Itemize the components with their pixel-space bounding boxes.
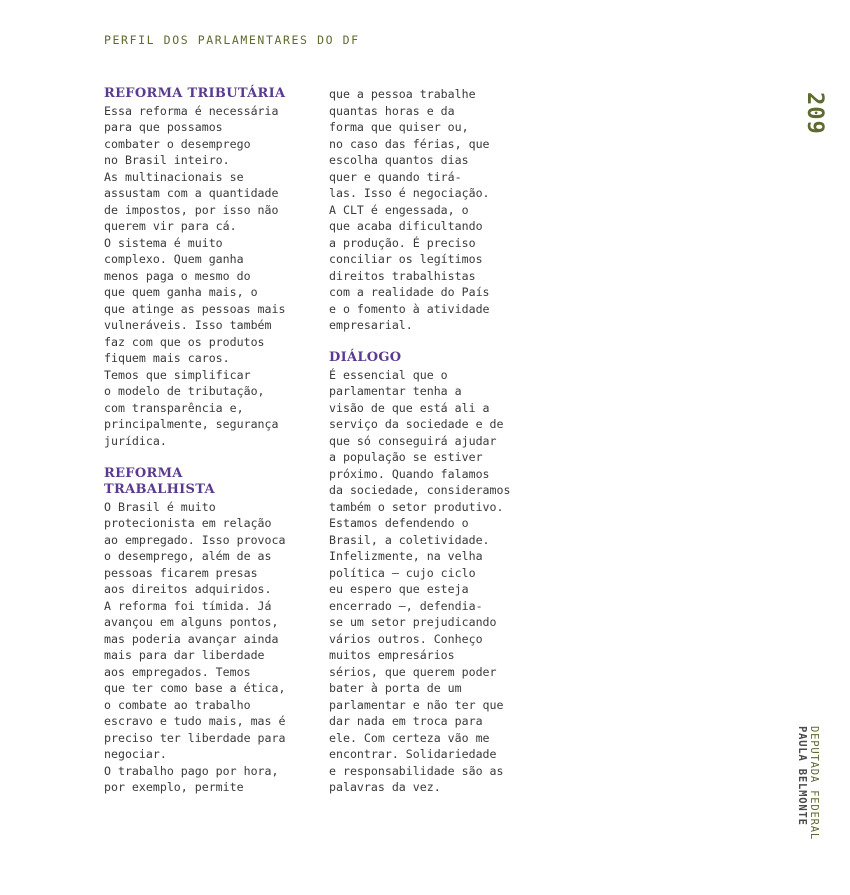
text-line: complexo. Quem ganha	[104, 252, 244, 266]
text-line: ele. Com certeza vão me	[329, 730, 490, 745]
text-line: combater o desemprego	[104, 136, 251, 151]
text-line: Brasil, a coletividade.	[329, 532, 490, 547]
text-line: que a pessoa trabalhe	[329, 87, 476, 101]
text-line: assustam com a quantidade	[104, 186, 279, 200]
text-line: de impostos, por isso não	[104, 202, 279, 217]
text-line: eu espero que esteja	[329, 582, 469, 596]
text-column-left	[104, 86, 316, 796]
text-line: jurídica.	[104, 433, 167, 448]
side-label	[796, 726, 820, 840]
text-line: pessoas ficarem presas	[104, 565, 258, 580]
text-line: o desemprego, além de as	[104, 549, 272, 563]
text-line: que quem ganha mais, o	[104, 285, 258, 299]
text-column-right	[329, 86, 541, 796]
text-line: Estamos defendendo o	[329, 516, 469, 530]
text-line: quer e quando tirá-	[329, 169, 462, 184]
text-line: A reforma foi tímida. Já	[104, 598, 272, 613]
text-line: A CLT é engessada, o	[329, 202, 469, 217]
section-heading-reforma-tributaria: REFORMA TRIBUTÁRIA	[104, 86, 286, 101]
text-line: quantas horas e da	[329, 103, 455, 118]
text-line: mas poderia avançar ainda	[104, 631, 279, 646]
side-label-role: DEPUTADA FEDERAL	[808, 726, 820, 840]
text-line: o combate ao trabalho	[104, 697, 251, 712]
text-line: mais para dar liberdade	[104, 648, 265, 662]
text-line: vulneráveis. Isso também	[104, 318, 272, 332]
text-line: também o setor produtivo.	[329, 499, 504, 514]
text-line: conciliar os legítimos	[329, 252, 483, 266]
text-line: parlamentar e não ter que	[329, 697, 504, 712]
text-line: O Brasil é muito	[104, 499, 216, 514]
text-line: que só conseguirá ajudar	[329, 433, 497, 448]
text-line: protecionista em relação	[104, 516, 272, 530]
running-header: PERFIL DOS PARLAMENTARES DO DF	[104, 33, 360, 47]
section-body-reforma-trabalhista	[104, 499, 316, 796]
text-line: las. Isso é negociação.	[329, 186, 490, 200]
text-line: dar nada em troca para	[329, 714, 483, 728]
text-line: querem vir para cá.	[104, 219, 237, 233]
text-line: muitos empresários	[329, 648, 455, 662]
text-line: Temos que simplificar	[104, 367, 251, 382]
text-line: aos direitos adquiridos.	[104, 582, 272, 596]
text-line: bater à porta de um	[329, 681, 462, 695]
text-line: O sistema é muito	[104, 235, 223, 250]
text-line: a produção. É preciso	[329, 235, 476, 250]
text-line: política — cujo ciclo	[329, 565, 476, 580]
text-line: principalmente, segurança	[104, 417, 279, 431]
text-line: escravo e tudo mais, mas é	[104, 714, 286, 728]
text-line: ao empregado. Isso provoca	[104, 532, 286, 547]
text-line: vários outros. Conheço	[329, 631, 483, 646]
text-line: e o fomento à atividade	[329, 301, 490, 316]
text-line: faz com que os produtos	[104, 334, 265, 349]
text-line: que ter como base a ética,	[104, 681, 286, 695]
text-line: próximo. Quando falamos	[329, 466, 490, 481]
text-line: encerrado —, defendia-	[329, 598, 483, 613]
text-line: empresarial.	[329, 318, 413, 332]
text-line: no caso das férias, que	[329, 136, 490, 151]
text-line: para que possamos	[104, 120, 223, 134]
section-heading-reforma-trabalhista-line2: TRABALHISTA	[104, 482, 215, 497]
text-line: direitos trabalhistas	[329, 268, 476, 283]
text-line: no Brasil inteiro.	[104, 153, 230, 167]
text-line: Infelizmente, na velha	[329, 549, 483, 563]
text-line: com a realidade do País	[329, 285, 490, 299]
text-line: com transparência e,	[104, 400, 244, 415]
text-line: É essencial que o	[329, 367, 448, 382]
text-line: fiquem mais caros.	[104, 351, 230, 365]
text-line: forma que quiser ou,	[329, 120, 469, 134]
text-line: aos empregados. Temos	[104, 664, 251, 679]
section-body-reforma-tributaria	[104, 103, 316, 450]
text-line: As multinacionais se	[104, 169, 244, 184]
text-line: se um setor prejudicando	[329, 615, 497, 629]
section-heading-dialogo: DIÁLOGO	[329, 350, 402, 365]
section-body-dialogo	[329, 367, 541, 796]
text-line: escolha quantos dias	[329, 153, 469, 167]
text-line: palavras da vez.	[329, 780, 441, 794]
text-line: o modelo de tributação,	[104, 384, 265, 398]
text-line: sérios, que querem poder	[329, 664, 497, 679]
text-line: avançou em alguns pontos,	[104, 615, 279, 629]
side-label-name: PAULA BELMONTE	[796, 726, 808, 826]
text-line: visão de que está ali a	[329, 400, 490, 415]
page-number: 209	[802, 92, 827, 135]
text-line: que atinge as pessoas mais	[104, 301, 286, 316]
text-line: preciso ter liberdade para	[104, 730, 286, 745]
text-line: menos paga o mesmo do	[104, 268, 251, 283]
text-line: parlamentar tenha a	[329, 384, 462, 398]
text-line: por exemplo, permite	[104, 780, 244, 794]
text-line: e responsabilidade são as	[329, 763, 504, 778]
text-line: a população se estiver	[329, 450, 483, 464]
text-line: O trabalho pago por hora,	[104, 763, 279, 778]
section-heading-reforma-trabalhista-line1: REFORMA	[104, 465, 183, 481]
text-line: serviço da sociedade e de	[329, 417, 504, 431]
text-line: Essa reforma é necessária	[104, 103, 279, 118]
text-line: negociar.	[104, 747, 167, 761]
text-line: da sociedade, consideramos	[329, 483, 511, 497]
text-line: encontrar. Solidariedade	[329, 747, 497, 761]
text-line: que acaba dificultando	[329, 219, 483, 233]
section-body-continuation	[329, 86, 541, 334]
